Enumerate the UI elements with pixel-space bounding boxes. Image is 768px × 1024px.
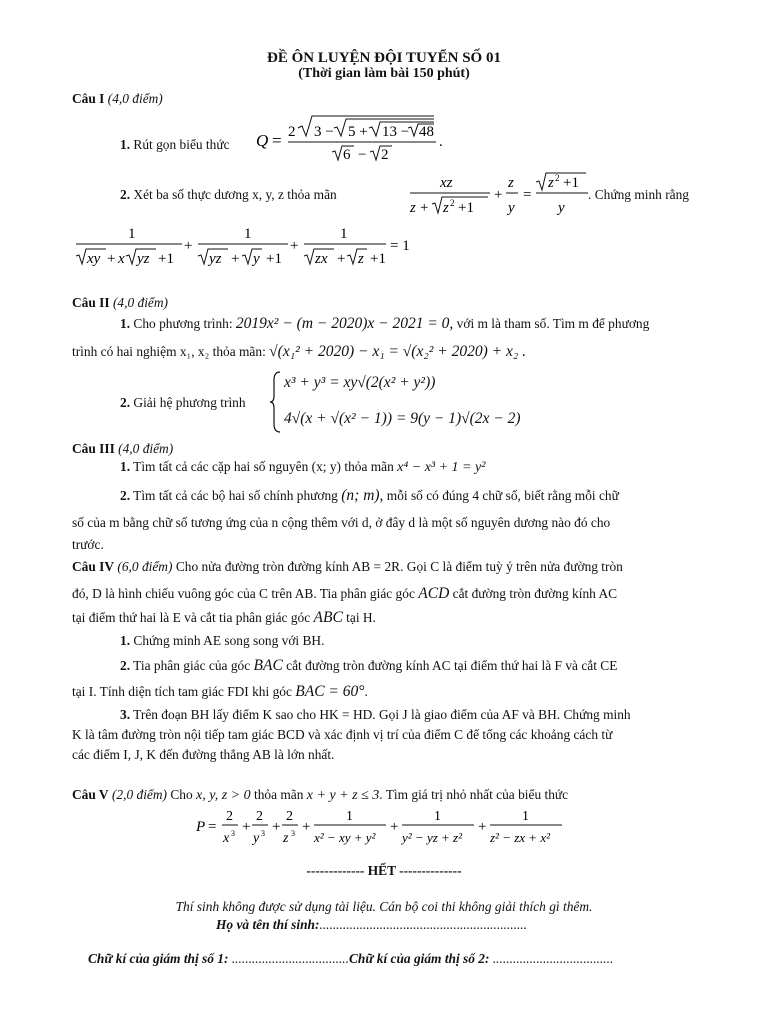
svg-text:+: + bbox=[302, 819, 311, 835]
question-1-header bbox=[72, 90, 163, 107]
svg-text:+: + bbox=[494, 187, 503, 203]
svg-text:x: x bbox=[118, 251, 125, 267]
svg-text:z: z bbox=[443, 200, 449, 216]
end-marker: ------------- HẾT -------------- bbox=[306, 863, 462, 878]
svg-text:=: = bbox=[523, 187, 532, 203]
q3-part2-line1: 2. Tìm tất cả các bộ hai số chính phương (n; m), mỗi số có đúng 4 chữ số, biết rằng mỗi chữ bbox=[120, 487, 619, 504]
candidate-name-line: Họ và tên thí sinh:.............................................................. bbox=[216, 917, 527, 932]
svg-text:+1: +1 bbox=[266, 251, 282, 267]
svg-text:+: + bbox=[390, 819, 399, 835]
svg-text:+: + bbox=[272, 819, 281, 835]
svg-text:+1: +1 bbox=[158, 251, 174, 267]
svg-text:6: 6 bbox=[343, 147, 351, 163]
svg-text:1: 1 bbox=[522, 809, 529, 824]
svg-text:2: 2 bbox=[288, 124, 296, 140]
exam-duration: (Thời gian làm bài 150 phút) bbox=[298, 66, 470, 81]
q2-condition: √(x₁² + 2020) − x₁ = √(x₂² + 2020) + x₂ . bbox=[269, 343, 526, 360]
question-3-points: (4,0 điểm) bbox=[118, 441, 174, 456]
svg-text:−: − bbox=[358, 147, 367, 163]
q2-part1-line1: 1. Cho phương trình: 2019x² − (m − 2020)x − 2021 = 0, với m là tham số. Tìm m để phương bbox=[120, 315, 650, 332]
question-5-points: (2,0 điểm) bbox=[111, 787, 167, 802]
svg-text:+: + bbox=[337, 251, 346, 267]
q2-equation: 2019x² − (m − 2020)x − 2021 = 0, bbox=[235, 315, 454, 332]
svg-text:+: + bbox=[478, 819, 487, 835]
q4-part3-line1: 3. Trên đoạn BH lấy điểm K sao cho HK = HD. Gọi J là giao điểm của AF và BH. Chứng minh bbox=[120, 707, 631, 722]
q5-formula bbox=[196, 806, 566, 855]
svg-text:x: x bbox=[223, 831, 230, 846]
question-2-header bbox=[72, 294, 168, 311]
svg-text:+: + bbox=[107, 251, 116, 267]
svg-text:+: + bbox=[184, 238, 193, 254]
question-4-intro-line3: tại điểm thứ hai là E và cắt tia phân giác góc ABC tại H. bbox=[72, 609, 376, 626]
svg-text:48: 48 bbox=[419, 124, 434, 140]
svg-text:xz: xz bbox=[440, 175, 453, 191]
q2-system-eq1: x³ + y³ = xy√(2(x² + y²)) bbox=[284, 374, 436, 391]
svg-text:3: 3 bbox=[231, 829, 235, 838]
svg-text:z: z bbox=[548, 175, 554, 191]
svg-text:z: z bbox=[358, 251, 364, 267]
svg-text:3 −: 3 − bbox=[314, 124, 334, 140]
svg-text:Q: Q bbox=[256, 131, 269, 150]
svg-text:y: y bbox=[558, 200, 565, 216]
question-1-title: Câu I bbox=[72, 91, 105, 106]
svg-text:3: 3 bbox=[291, 829, 295, 838]
question-2-points: (4,0 điểm) bbox=[112, 295, 168, 310]
q1-part2-text: 2. Xét ba số thực dương x, y, z thỏa mãn bbox=[120, 187, 337, 202]
svg-text:z: z bbox=[410, 200, 416, 216]
svg-text:=: = bbox=[208, 819, 217, 835]
svg-text:y² − yz + z²: y² − yz + z² bbox=[402, 830, 462, 845]
svg-text:1: 1 bbox=[128, 226, 136, 242]
q2-system-eq2: 4√(x + √(x² − 1)) = 9(y − 1)√(2x − 2) bbox=[284, 410, 521, 427]
svg-text:xy: xy bbox=[87, 251, 101, 267]
q2-part1-line2: trình có hai nghiệm x₁, x₂ thỏa mãn: √(x₁² + 2020) − x₁ = √(x₂² + 2020) + x₂ . bbox=[72, 343, 526, 360]
svg-text:yz: yz bbox=[137, 251, 150, 267]
svg-text:z² − zx + x²: z² − zx + x² bbox=[490, 830, 550, 845]
question-4-title: Câu IV bbox=[72, 559, 115, 574]
svg-text:P: P bbox=[196, 819, 206, 835]
signature-1-label: Chữ kí của giám thị số 1: bbox=[88, 951, 229, 966]
svg-text:.: . bbox=[439, 134, 443, 150]
q1-part1-formula bbox=[256, 112, 456, 169]
svg-text:y: y bbox=[508, 200, 515, 216]
svg-text:zx: zx bbox=[315, 251, 328, 267]
svg-text:2: 2 bbox=[381, 147, 389, 163]
q1-part2-formula bbox=[74, 222, 414, 275]
svg-text:5 +: 5 + bbox=[348, 124, 368, 140]
svg-text:= 1: = 1 bbox=[390, 238, 410, 254]
svg-text:+1: +1 bbox=[563, 175, 579, 191]
svg-text:2: 2 bbox=[226, 809, 233, 824]
question-4-intro-line1: Câu IV (6,0 điểm) Cho nửa đường tròn đường kính AB = 2R. Gọi C là điểm tuỳ ý trên nửa đường tròn bbox=[72, 559, 623, 574]
svg-text:yz: yz bbox=[209, 251, 222, 267]
q4-part3-line2: K là tâm đường tròn nội tiếp tam giác BCD và xác định vị trí của điểm C để tổng các khoảng cách từ bbox=[72, 727, 613, 742]
svg-text:+: + bbox=[242, 819, 251, 835]
svg-text:2: 2 bbox=[286, 809, 293, 824]
q3-part2-line2: số của m bằng chữ số tương ứng của n cộng thêm với d, ở đây d là một số nguyên dương nào đó cho bbox=[72, 515, 611, 530]
svg-text:z: z bbox=[283, 831, 289, 846]
signature-line: Chữ kí của giám thị số 1: ...................................Chữ kí của giám thị số 2: .................................... bbox=[88, 951, 614, 966]
question-5-title: Câu V bbox=[72, 787, 109, 802]
q1-part2-condition bbox=[408, 170, 590, 225]
svg-text:y: y bbox=[253, 831, 260, 846]
q3-part1: 1. Tìm tất cả các cặp hai số nguyên (x; y) thỏa mãn x⁴ − x³ + 1 = y² bbox=[120, 459, 486, 475]
q1-part1-text: 1. Rút gọn biểu thức bbox=[120, 137, 230, 152]
svg-text:+1: +1 bbox=[370, 251, 386, 267]
question-3-header bbox=[72, 440, 173, 457]
q2-part2-text: 2. Giải hệ phương trình bbox=[120, 395, 246, 410]
svg-text:2: 2 bbox=[555, 173, 560, 183]
svg-text:1: 1 bbox=[346, 809, 353, 824]
question-4-intro-line2: đó, D là hình chiếu vuông góc của C trên AB. Tia phân giác góc ACD cắt đường tròn đường kính AC bbox=[72, 585, 618, 602]
svg-text:2: 2 bbox=[450, 198, 455, 208]
q1-part2-end: . Chứng minh rằng bbox=[588, 187, 689, 202]
svg-text:+: + bbox=[231, 251, 240, 267]
q4-part2-line1: 2. Tia phân giác của góc BAC cắt đường tròn đường kính AC tại điểm thứ hai là F và cắt CE bbox=[120, 657, 618, 674]
exam-title: ĐỀ ÔN LUYỆN ĐỘI TUYỂN SỐ 01 bbox=[267, 50, 501, 66]
svg-text:13 −: 13 − bbox=[382, 124, 410, 140]
svg-text:z: z bbox=[508, 175, 514, 191]
question-4-points: (6,0 điểm) bbox=[117, 559, 173, 574]
q2-system-brace bbox=[270, 370, 282, 439]
svg-text:x² − xy + y²: x² − xy + y² bbox=[314, 830, 376, 845]
question-1-points: (4,0 điểm) bbox=[107, 91, 163, 106]
question-5-line: Câu V (2,0 điểm) Cho x, y, z > 0 thỏa mãn x + y + z ≤ 3. Tìm giá trị nhỏ nhất của biểu thức bbox=[72, 787, 569, 803]
svg-text:+1: +1 bbox=[458, 200, 474, 216]
signature-2-label: Chữ kí của giám thị số 2: bbox=[349, 951, 490, 966]
svg-text:+: + bbox=[420, 200, 429, 216]
svg-text:2: 2 bbox=[256, 809, 263, 824]
svg-text:1: 1 bbox=[244, 226, 252, 242]
svg-text:3: 3 bbox=[261, 829, 265, 838]
q3-part2-line3: trước. bbox=[72, 537, 104, 552]
svg-text:1: 1 bbox=[434, 809, 441, 824]
q3-equation: x⁴ − x³ + 1 = y² bbox=[397, 460, 486, 475]
svg-text:y: y bbox=[253, 251, 260, 267]
svg-text:+: + bbox=[290, 238, 299, 254]
svg-text:=: = bbox=[272, 131, 282, 150]
svg-text:1: 1 bbox=[340, 226, 348, 242]
q4-part3-line3: các điểm I, J, K đến đường thẳng AB là lớn nhất. bbox=[72, 747, 335, 762]
q4-part2-line2: tại I. Tính diện tích tam giác FDI khi góc BAC = 60°. bbox=[72, 683, 368, 700]
q4-part1: 1. Chứng minh AE song song với BH. bbox=[120, 633, 325, 648]
exam-note: Thí sinh không được sử dụng tài liệu. Cán bộ coi thi không giải thích gì thêm. bbox=[175, 899, 593, 914]
question-2-title: Câu II bbox=[72, 295, 110, 310]
question-3-title: Câu III bbox=[72, 441, 115, 456]
